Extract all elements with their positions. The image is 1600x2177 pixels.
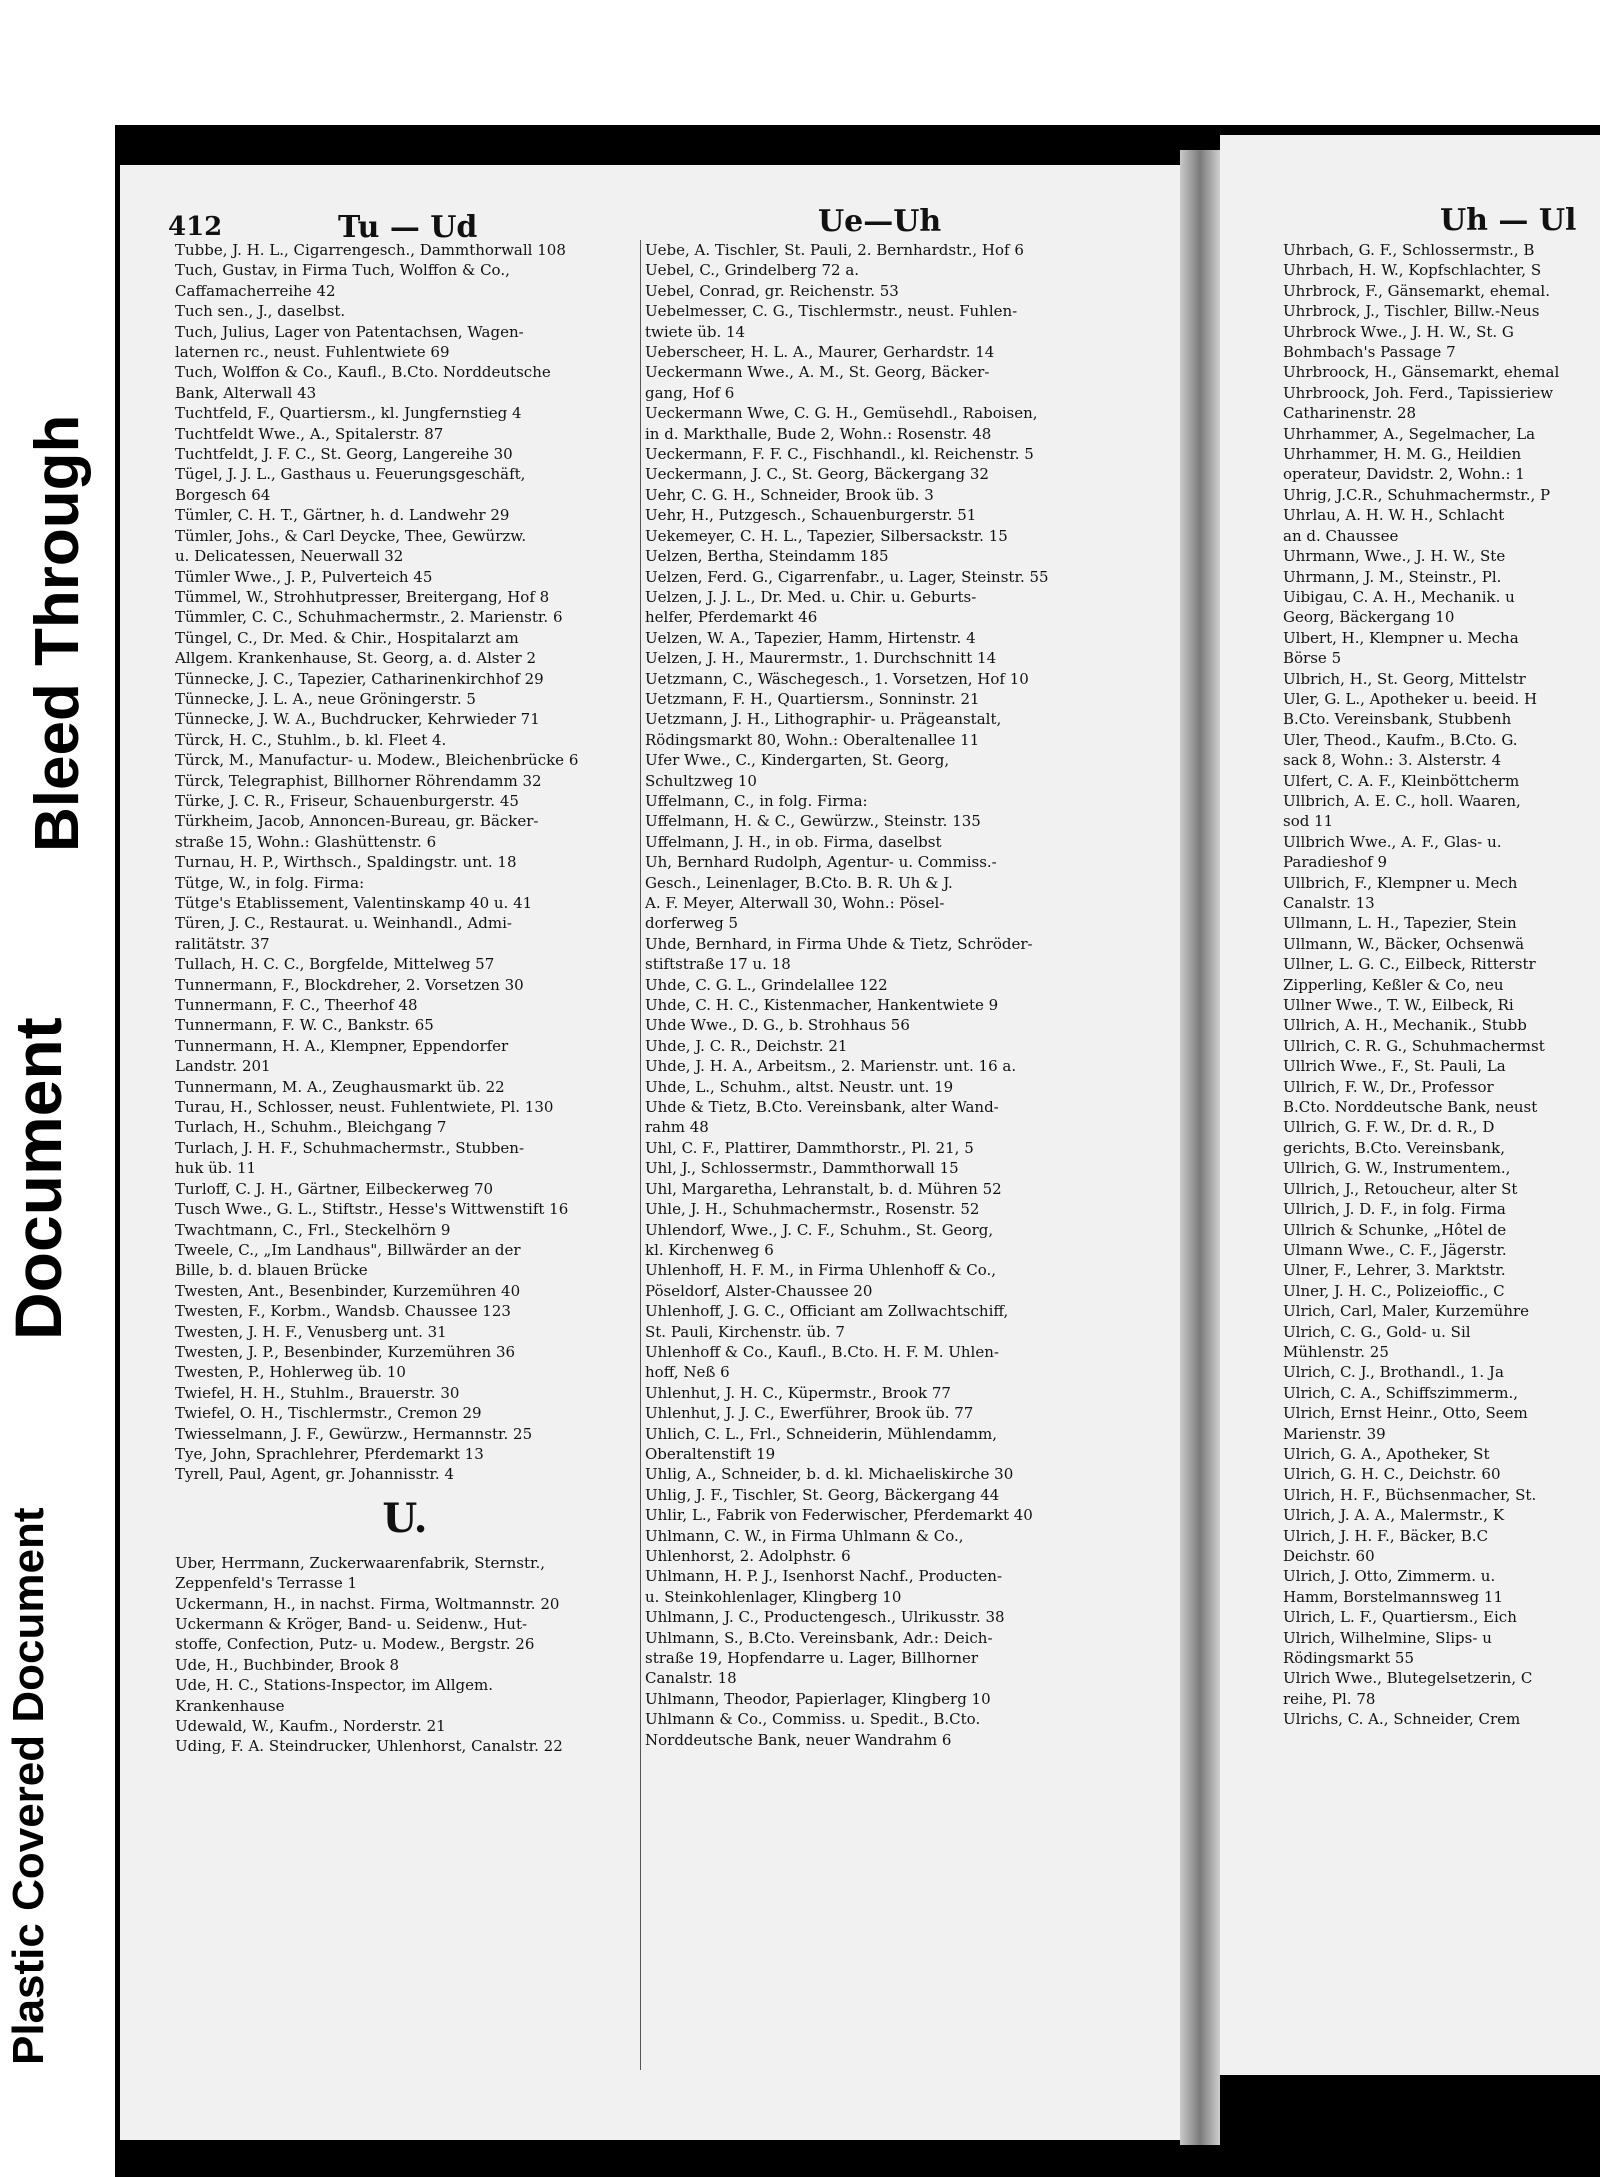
directory-entry: Zipperling, Keßler & Co, neu <box>1283 975 1504 994</box>
directory-entry: Uhlenhut, J. H. C., Küpermstr., Brook 77 <box>645 1383 951 1402</box>
directory-entry: Bank, Alterwall 43 <box>175 383 317 402</box>
directory-entry: an d. Chaussee <box>1283 526 1399 545</box>
directory-entry: Uding, F. A. Steindrucker, Uhlenhorst, Canalstr. 22 <box>175 1737 563 1756</box>
directory-entry: Uetzmann, J. H., Lithographir- u. Prägeanstalt, <box>645 710 1002 729</box>
right-page-header: Uh — Ul <box>1440 203 1577 238</box>
directory-entry: Ulrichs, C. A., Schneider, Crem <box>1283 1710 1521 1729</box>
directory-entry: dorferweg 5 <box>645 914 739 933</box>
directory-entry: Canalstr. 13 <box>1283 894 1375 912</box>
directory-entry: Uhlig, J. F., Tischler, St. Georg, Bäckergang 44 <box>645 1485 1000 1504</box>
directory-entry: Uhlir, L., Fabrik von Federwischer, Pferdemarkt 40 <box>645 1506 1033 1525</box>
directory-entry: Uhrhammer, H. M. G., Heildien <box>1283 445 1522 464</box>
directory-entry: Ulrich, J. H. F., Bäcker, B.C <box>1283 1526 1489 1545</box>
directory-entry: Tye, John, Sprachlehrer, Pferdemarkt 13 <box>175 1444 484 1463</box>
directory-entry: Türke, J. C. R., Friseur, Schauenburgerstr. 45 <box>175 791 519 810</box>
right-column-header: Ue—Uh <box>818 204 942 239</box>
directory-entry: Uibigau, C. A. H., Mechanik. u <box>1283 587 1515 606</box>
directory-entry: Uhlmann, S., B.Cto. Vereinsbank, Adr.: Deich- <box>645 1628 993 1647</box>
column-divider <box>640 240 641 2070</box>
directory-entry: Uhlmann, H. P. J., Isenhorst Nachf., Producten- <box>645 1567 1003 1586</box>
directory-entry: Tuchtfeld, F., Quartiersm., kl. Jungfernstieg 4 <box>175 404 522 423</box>
directory-entry: Ulrich, Carl, Maler, Kurzemühre <box>1283 1302 1530 1321</box>
directory-entry: Uhlmann & Co., Commiss. u. Spedit., B.Cto. <box>645 1710 981 1729</box>
directory-entry: Ullmann, W., Bäcker, Ochsenwä <box>1283 934 1525 953</box>
directory-entry: Ullbrich, F., Klempner u. Mech <box>1283 873 1518 892</box>
directory-entry: reihe, Pl. 78 <box>1283 1689 1376 1708</box>
directory-entry: Ulbrich, H., St. Georg, Mittelstr <box>1283 669 1526 688</box>
directory-entry: Norddeutsche Bank, neuer Wandrahm 6 <box>645 1730 952 1749</box>
directory-entry: Uler, G. L., Apotheker u. beeid. H <box>1283 689 1538 708</box>
directory-entry: Türck, H. C., Stuhlm., b. kl. Fleet 4. <box>175 730 447 749</box>
directory-entry: Twiesselmann, J. F., Gewürzw., Hermannstr. 25 <box>175 1424 533 1443</box>
directory-entry: Ullrich, J., Retoucheur, alter St <box>1283 1179 1518 1198</box>
section-letter: U. <box>382 1494 428 1542</box>
directory-entry: Uhlenhorst, 2. Adolphstr. 6 <box>645 1547 851 1565</box>
directory-entry: Tümler, C. H. T., Gärtner, h. d. Landwehr 29 <box>175 506 510 525</box>
directory-entry: Ullrich, F. W., Dr., Professor <box>1283 1077 1494 1096</box>
directory-entry: Uhrbroock, Joh. Ferd., Tapissieriew <box>1283 383 1554 402</box>
directory-entry: laternen rc., neust. Fuhlentwiete 69 <box>175 343 450 362</box>
directory-entry: gerichts, B.Cto. Vereinsbank, <box>1283 1138 1505 1157</box>
directory-entry: Ullmann, L. H., Tapezier, Stein <box>1283 914 1517 933</box>
directory-entry: Ueckermann Wwe., A. M., St. Georg, Bäcker- <box>645 363 990 382</box>
directory-entry: Zeppenfeld's Terrasse 1 <box>175 1574 358 1593</box>
directory-entry: Uhrig, J.C.R., Schuhmachermstr., P <box>1283 485 1551 504</box>
directory-entry: Uhrbrock, F., Gänsemarkt, ehemal. <box>1283 281 1550 300</box>
directory-entry: Uler, Theod., Kaufm., B.Cto. G. <box>1283 730 1518 749</box>
directory-entry: rahm 48 <box>645 1118 709 1137</box>
directory-entry: Caffamacherreihe 42 <box>175 281 336 300</box>
directory-entry: Uffelmann, C., in folg. Firma: <box>645 791 868 810</box>
directory-entry: Ullbrich, A. E. C., holl. Waaren, <box>1283 791 1521 810</box>
directory-entry: Tümler Wwe., J. P., Pulverteich 45 <box>175 567 433 586</box>
directory-entry: B.Cto. Norddeutsche Bank, neust <box>1283 1098 1538 1117</box>
directory-entry: twiete üb. 14 <box>645 322 746 341</box>
directory-entry: Turnau, H. P., Wirthsch., Spaldingstr. unt. 18 <box>175 853 517 872</box>
directory-entry: Uhde Wwe., D. G., b. Strohhaus 56 <box>645 1016 910 1035</box>
directory-entry: Hamm, Borstelmannsweg 11 <box>1283 1587 1503 1606</box>
directory-entry: Uhrbroock, H., Gänsemarkt, ehemal <box>1283 363 1560 382</box>
directory-entry: Uhlich, C. L., Frl., Schneiderin, Mühlendamm, <box>645 1424 998 1443</box>
directory-entry: Türen, J. C., Restaurat. u. Weinhandl., Admi- <box>175 914 512 933</box>
directory-entry: Ullrich Wwe., F., St. Pauli, La <box>1283 1057 1506 1076</box>
directory-entry: u. Steinkohlenlager, Klingberg 10 <box>645 1587 902 1606</box>
directory-entry: Deichstr. 60 <box>1283 1547 1375 1565</box>
directory-entry: Uebe, A. Tischler, St. Pauli, 2. Bernhardstr., Hof 6 <box>645 241 1024 259</box>
directory-entry: St. Pauli, Kirchenstr. üb. 7 <box>645 1322 845 1341</box>
directory-entry: Tweele, C., „Im Landhaus", Billwärder an der <box>175 1240 521 1259</box>
directory-entry: Uffelmann, H. & C., Gewürzw., Steinstr. 135 <box>645 812 981 831</box>
directory-entry: Tünnecke, J. C., Tapezier, Catharinenkirchhof 29 <box>175 669 544 688</box>
directory-entry: Uhde, L., Schuhm., altst. Neustr. unt. 19 <box>645 1077 954 1096</box>
directory-entry: Uhle, J. H., Schuhmachermstr., Rosenstr. 52 <box>645 1200 980 1219</box>
directory-entry: Ullrich, C. R. G., Schuhmachermst <box>1283 1036 1545 1055</box>
directory-entry: Ude, H. C., Stations-Inspector, im Allgem. <box>175 1676 494 1695</box>
directory-entry: Ueckermann Wwe, C. G. H., Gemüsehdl., Raboisen, <box>645 404 1038 423</box>
directory-entry: Twiefel, H. H., Stuhlm., Brauerstr. 30 <box>175 1383 460 1402</box>
directory-entry: Landstr. 201 <box>175 1057 271 1076</box>
directory-entry: Ulrich, G. A., Apotheker, St <box>1283 1444 1490 1463</box>
directory-entry: Ulbert, H., Klempner u. Mecha <box>1283 628 1519 647</box>
directory-entry: Uhde, J. H. A., Arbeitsm., 2. Marienstr. unt. 16 a. <box>645 1057 1017 1076</box>
directory-entry: Uebel, Conrad, gr. Reichenstr. 53 <box>645 281 899 300</box>
directory-entry: Tuchtfeldt Wwe., A., Spitalerstr. 87 <box>175 424 444 443</box>
directory-entry: Uhlenhoff, H. F. M., in Firma Uhlenhoff & Co., <box>645 1261 997 1280</box>
directory-entry: Tubbe, J. H. L., Cigarrengesch., Dammthorwall 108 <box>175 241 566 259</box>
directory-entry: Ulrich Wwe., Blutegelsetzerin, C <box>1283 1669 1533 1688</box>
directory-entry: sod 11 <box>1283 812 1334 831</box>
directory-entry: Uetzmann, F. H., Quartiersm., Sonninstr. 21 <box>645 689 980 708</box>
directory-entry: Canalstr. 18 <box>645 1669 737 1688</box>
directory-entry: B.Cto. Vereinsbank, Stubbenh <box>1283 710 1512 729</box>
document-label: Document <box>1 1017 75 1340</box>
directory-entry: Twiefel, O. H., Tischlermstr., Cremon 29 <box>175 1404 482 1423</box>
directory-entry: Twesten, P., Hohlerweg üb. 10 <box>175 1363 406 1382</box>
directory-entry: Uhrbach, H. W., Kopfschlachter, S <box>1283 261 1542 280</box>
directory-entry: Twesten, J. H. F., Venusberg unt. 31 <box>175 1322 447 1341</box>
directory-entry: stoffe, Confection, Putz- u. Modew., Bergstr. 26 <box>175 1635 535 1654</box>
directory-entry: ralitätstr. 37 <box>175 934 270 953</box>
directory-entry: Ulrich, J. A. A., Malermstr., K <box>1283 1506 1505 1525</box>
directory-entry: kl. Kirchenweg 6 <box>645 1240 774 1259</box>
directory-entry: Ulrich, Ernst Heinr., Otto, Seem <box>1283 1404 1528 1423</box>
directory-entry: Uh, Bernhard Rudolph, Agentur- u. Commiss.- <box>645 853 997 872</box>
directory-entry: Uhrmann, J. M., Steinstr., Pl. <box>1283 567 1502 586</box>
directory-entry: Uhlmann, C. W., in Firma Uhlmann & Co., <box>645 1526 964 1545</box>
directory-entry: Ueckermann, F. F. C., Fischhandl., kl. Reichenstr. 5 <box>645 445 1034 464</box>
directory-entry: Uber, Herrmann, Zuckerwaarenfabrik, Sternstr., <box>175 1553 546 1572</box>
directory-entry: Tuch, Julius, Lager von Patentachsen, Wagen- <box>175 322 524 341</box>
directory-entry: Tüngel, C., Dr. Med. & Chir., Hospitalarzt am <box>175 628 519 647</box>
directory-entry: Schultzweg 10 <box>645 771 757 790</box>
directory-entry: Uebel, C., Grindelberg 72 a. <box>645 261 860 280</box>
directory-entry: Ulrich, C. G., Gold- u. Sil <box>1283 1322 1471 1341</box>
directory-entry: hoff, Neß 6 <box>645 1363 730 1382</box>
directory-entry: Bohmbach's Passage 7 <box>1283 343 1456 362</box>
directory-entry: Tuch, Wolffon & Co., Kaufl., B.Cto. Norddeutsche <box>175 363 551 382</box>
directory-entry: Turau, H., Schlosser, neust. Fuhlentwiete, Pl. 130 <box>175 1098 554 1117</box>
directory-entry: Uelzen, W. A., Tapezier, Hamm, Hirtenstr. 4 <box>645 628 976 647</box>
directory-entry: Borgesch 64 <box>175 485 271 504</box>
directory-entry: Ullrich, G. W., Instrumentem., <box>1283 1159 1511 1178</box>
directory-entry: operateur, Davidstr. 2, Wohn.: 1 <box>1283 465 1525 484</box>
directory-entry: Ulfert, C. A. F., Kleinböttcherm <box>1283 771 1520 790</box>
directory-entry: Tyrell, Paul, Agent, gr. Johannisstr. 4 <box>175 1465 455 1484</box>
directory-entry: Uehr, C. G. H., Schneider, Brook üb. 3 <box>645 485 934 504</box>
directory-entry: Ulrich, L. F., Quartiersm., Eich <box>1283 1608 1517 1627</box>
directory-entry: huk üb. 11 <box>175 1159 257 1178</box>
directory-entry: Ulner, F., Lehrer, 3. Marktstr. <box>1283 1261 1506 1280</box>
directory-entry: Uhl, J., Schlossermstr., Dammthorwall 15 <box>645 1159 959 1178</box>
page-number: 412 <box>168 212 223 242</box>
directory-entry: Turloff, C. J. H., Gärtner, Eilbeckerweg 70 <box>175 1179 494 1198</box>
directory-entry: Tümmler, C. C., Schuhmachermstr., 2. Marienstr. 6 <box>175 608 563 627</box>
directory-entry: Tügel, J. J. L., Gasthaus u. Feuerungsgeschäft, <box>175 465 526 484</box>
directory-entry: Twesten, J. P., Besenbinder, Kurzemühren 36 <box>175 1342 516 1361</box>
directory-entry: gang, Hof 6 <box>645 383 735 402</box>
directory-entry: Uhlmann, Theodor, Papierlager, Klingberg 10 <box>645 1689 991 1708</box>
directory-entry: Ueckermann, J. C., St. Georg, Bäckergang 32 <box>645 465 989 484</box>
directory-entry: Catharinenstr. 28 <box>1283 404 1417 423</box>
directory-entry: Ullrich, G. F. W., Dr. d. R., D <box>1283 1118 1495 1137</box>
directory-entry: Uelzen, J. H., Maurermstr., 1. Durchschnitt 14 <box>645 649 997 668</box>
directory-entry: Ude, H., Buchbinder, Brook 8 <box>175 1655 400 1674</box>
directory-entry: Uhrbrock, J., Tischler, Billw.-Neus <box>1283 302 1540 321</box>
page-gutter <box>1180 150 1220 2145</box>
directory-entry: Uetzmann, C., Wäschegesch., 1. Vorsetzen, Hof 10 <box>645 669 1029 688</box>
directory-entry: Ullrich & Schunke, „Hôtel de <box>1283 1220 1507 1239</box>
directory-entry: Uhde, Bernhard, in Firma Uhde & Tietz, Schröder- <box>645 934 1033 953</box>
directory-entry: Tütge, W., in folg. Firma: <box>175 873 365 892</box>
directory-entry: Ulrich, G. H. C., Deichstr. 60 <box>1283 1465 1501 1484</box>
directory-entry: straße 15, Wohn.: Glashüttenstr. 6 <box>175 832 437 851</box>
directory-entry: Tuchtfeldt, J. F. C., St. Georg, Langereihe 30 <box>175 445 513 464</box>
directory-entry: Uhlenhut, J. J. C., Ewerführer, Brook üb. 77 <box>645 1404 974 1423</box>
directory-entry: Uhlenhoff & Co., Kaufl., B.Cto. H. F. M. Uhlen- <box>645 1342 999 1361</box>
directory-entry: Ueberscheer, H. L. A., Maurer, Gerhardstr. 14 <box>645 343 995 362</box>
directory-entry: Türck, Telegraphist, Billhorner Röhrendamm 32 <box>175 771 542 790</box>
directory-entry: Tütge's Etablissement, Valentinskamp 40 u. 41 <box>175 894 533 912</box>
directory-entry: Ullrich, J. D. F., in folg. Firma <box>1283 1200 1506 1219</box>
directory-column-3 <box>1283 240 1600 1730</box>
directory-entry: Pöseldorf, Alster-Chaussee 20 <box>645 1281 873 1300</box>
directory-entry: Paradieshof 9 <box>1283 853 1388 872</box>
directory-entry: Uhlenhoff, J. G. C., Officiant am Zollwachtschiff, <box>645 1302 1009 1321</box>
directory-entry: Twachtmann, C., Frl., Steckelhörn 9 <box>175 1220 451 1239</box>
directory-entry: Uhde, C. H. C., Kistenmacher, Hankentwiete 9 <box>645 996 999 1015</box>
directory-entry: Ulrich, Wilhelmine, Slips- u <box>1283 1628 1492 1647</box>
directory-entry: Ufer Wwe., C., Kindergarten, St. Georg, <box>645 751 950 770</box>
directory-entry: Uhrmann, Wwe., J. H. W., Ste <box>1283 547 1506 566</box>
directory-entry: Tümler, Johs., & Carl Deycke, Thee, Gewürzw. <box>175 526 527 545</box>
directory-entry: Uebelmesser, C. G., Tischlermstr., neust. Fuhlen- <box>645 302 1018 321</box>
directory-entry: Bille, b. d. blauen Brücke <box>175 1261 368 1280</box>
directory-entry: Oberaltenstift 19 <box>645 1444 776 1463</box>
directory-entry: Allgem. Krankenhause, St. Georg, a. d. Alster 2 <box>175 649 537 668</box>
plastic-covered-label: Plastic Covered Document <box>4 1507 53 2065</box>
directory-entry: Uekemeyer, C. H. L., Tapezier, Silbersackstr. 15 <box>645 526 1008 545</box>
directory-entry: Uhl, C. F., Plattirer, Dammthorstr., Pl. 21, 5 <box>645 1138 974 1157</box>
directory-entry: Tunnermann, H. A., Klempner, Eppendorfer <box>175 1036 509 1055</box>
directory-entry: Uhrbrock Wwe., J. H. W., St. G <box>1283 322 1514 341</box>
directory-entry: Ulrich, C. A., Schiffszimmerm., <box>1283 1383 1519 1402</box>
directory-entry: helfer, Pferdemarkt 46 <box>645 608 818 627</box>
directory-entry: Tunnermann, F., Blockdreher, 2. Vorsetzen 30 <box>175 975 524 994</box>
directory-entry: Uhlmann, J. C., Productengesch., Ulrikusstr. 38 <box>645 1608 1005 1627</box>
directory-entry: Ulrich, C. J., Brothandl., 1. Ja <box>1283 1363 1504 1382</box>
directory-entry: Ulner, J. H. C., Polizeioffic., C <box>1283 1281 1505 1300</box>
directory-entry: Tuch sen., J., daselbst. <box>175 302 346 321</box>
directory-entry: Uckermann, H., in nachst. Firma, Woltmannstr. 20 <box>175 1594 560 1613</box>
directory-entry: Mühlenstr. 25 <box>1283 1342 1389 1361</box>
directory-entry: Uelzen, Bertha, Steindamm 185 <box>645 547 889 566</box>
directory-entry: Twesten, F., Korbm., Wandsb. Chaussee 123 <box>175 1302 511 1321</box>
directory-entry: Türkheim, Jacob, Annoncen-Bureau, gr. Bäcker- <box>175 812 539 831</box>
directory-entry: Tusch Wwe., G. L., Stiftstr., Hesse's Wittwenstift 16 <box>175 1200 569 1219</box>
directory-entry: in d. Markthalle, Bude 2, Wohn.: Rosenstr. 48 <box>645 424 992 443</box>
directory-entry: Ullbrich Wwe., A. F., Glas- u. <box>1283 832 1502 851</box>
directory-entry: Tümmel, W., Strohhutpresser, Breitergang, Hof 8 <box>175 587 550 606</box>
directory-entry: Tunnermann, F. C., Theerhof 48 <box>175 996 418 1015</box>
directory-entry: Marienstr. 39 <box>1283 1424 1386 1443</box>
directory-entry: Gesch., Leinenlager, B.Cto. B. R. Uh & J. <box>645 873 953 892</box>
directory-entry: Uhrhammer, A., Segelmacher, La <box>1283 424 1536 443</box>
directory-entry: Uhde, C. G. L., Grindelallee 122 <box>645 975 888 994</box>
directory-entry: Uhlendorf, Wwe., J. C. F., Schuhm., St. Georg, <box>645 1220 994 1239</box>
directory-entry: u. Delicatessen, Neuerwall 32 <box>175 547 404 566</box>
directory-entry: Udewald, W., Kaufm., Norderstr. 21 <box>175 1717 446 1736</box>
directory-entry: Uhlig, A., Schneider, b. d. kl. Michaeliskirche 30 <box>645 1465 1014 1484</box>
directory-entry: sack 8, Wohn.: 3. Alsterstr. 4 <box>1283 751 1502 770</box>
directory-entry: straße 19, Hopfendarre u. Lager, Billhorner <box>645 1649 979 1668</box>
directory-entry: Uhde & Tietz, B.Cto. Vereinsbank, alter Wand- <box>645 1098 999 1117</box>
directory-entry: Tünnecke, J. L. A., neue Gröningerstr. 5 <box>175 689 476 708</box>
directory-entry: Tunnermann, F. W. C., Bankstr. 65 <box>175 1016 434 1035</box>
bleed-through-label: Bleed Through <box>23 414 92 852</box>
directory-entry: Ullrich, A. H., Mechanik., Stubb <box>1283 1016 1527 1035</box>
directory-entry: Uffelmann, J. H., in ob. Firma, daselbst <box>645 832 942 851</box>
directory-entry: Ulrich, J. Otto, Zimmerm. u. <box>1283 1567 1496 1586</box>
directory-entry: Uhde, J. C. R., Deichstr. 21 <box>645 1036 848 1055</box>
directory-entry: Uckermann & Kröger, Band- u. Seidenw., Hut- <box>175 1615 528 1633</box>
directory-entry: Uelzen, J. J. L., Dr. Med. u. Chir. u. Geburts- <box>645 587 977 606</box>
directory-entry: Türck, M., Manufactur- u. Modew., Bleichenbrücke 6 <box>175 751 579 770</box>
directory-entry: Ullner, L. G. C., Eilbeck, Ritterstr <box>1283 955 1536 974</box>
directory-entry: Tünnecke, J. W. A., Buchdrucker, Kehrwieder 71 <box>175 710 540 729</box>
directory-column-1 <box>175 240 635 1757</box>
directory-column-2 <box>645 240 1175 1750</box>
directory-entry: Rödingsmarkt 80, Wohn.: Oberaltenallee 11 <box>645 730 980 749</box>
directory-entry: Uhl, Margaretha, Lehranstalt, b. d. Mühren 52 <box>645 1179 1002 1198</box>
directory-entry: Uelzen, Ferd. G., Cigarrenfabr., u. Lager, Steinstr. 55 <box>645 567 1049 586</box>
directory-entry: Tullach, H. C. C., Borgfelde, Mittelweg 57 <box>175 955 495 974</box>
directory-entry: Ulmann Wwe., C. F., Jägerstr. <box>1283 1240 1507 1259</box>
directory-entry: Tuch, Gustav, in Firma Tuch, Wolffon & Co., <box>175 261 510 280</box>
directory-entry: Turlach, H., Schuhm., Bleichgang 7 <box>175 1118 447 1137</box>
directory-entry: Twesten, Ant., Besenbinder, Kurzemühren 40 <box>175 1281 521 1300</box>
directory-entry: Uhrlau, A. H. W. H., Schlacht <box>1283 506 1505 525</box>
directory-entry: Krankenhause <box>175 1696 285 1715</box>
directory-entry: stiftstraße 17 u. 18 <box>645 955 791 974</box>
directory-entry: Turlach, J. H. F., Schuhmachermstr., Stubben- <box>175 1138 525 1157</box>
directory-entry: Ulrich, H. F., Büchsenmacher, St. <box>1283 1485 1537 1504</box>
directory-entry: Ullner Wwe., T. W., Eilbeck, Ri <box>1283 996 1514 1015</box>
directory-entry: Georg, Bäckergang 10 <box>1283 608 1455 627</box>
directory-entry: Uhrbach, G. F., Schlossermstr., B <box>1283 241 1535 259</box>
directory-entry: Rödingsmarkt 55 <box>1283 1649 1414 1668</box>
directory-entry: Börse 5 <box>1283 649 1342 668</box>
directory-entry: A. F. Meyer, Alterwall 30, Wohn.: Pösel- <box>645 894 945 912</box>
left-column-header: Tu — Ud <box>338 210 478 245</box>
directory-entry: Uehr, H., Putzgesch., Schauenburgerstr. 51 <box>645 506 977 525</box>
directory-entry: Tunnermann, M. A., Zeughausmarkt üb. 22 <box>175 1077 505 1096</box>
